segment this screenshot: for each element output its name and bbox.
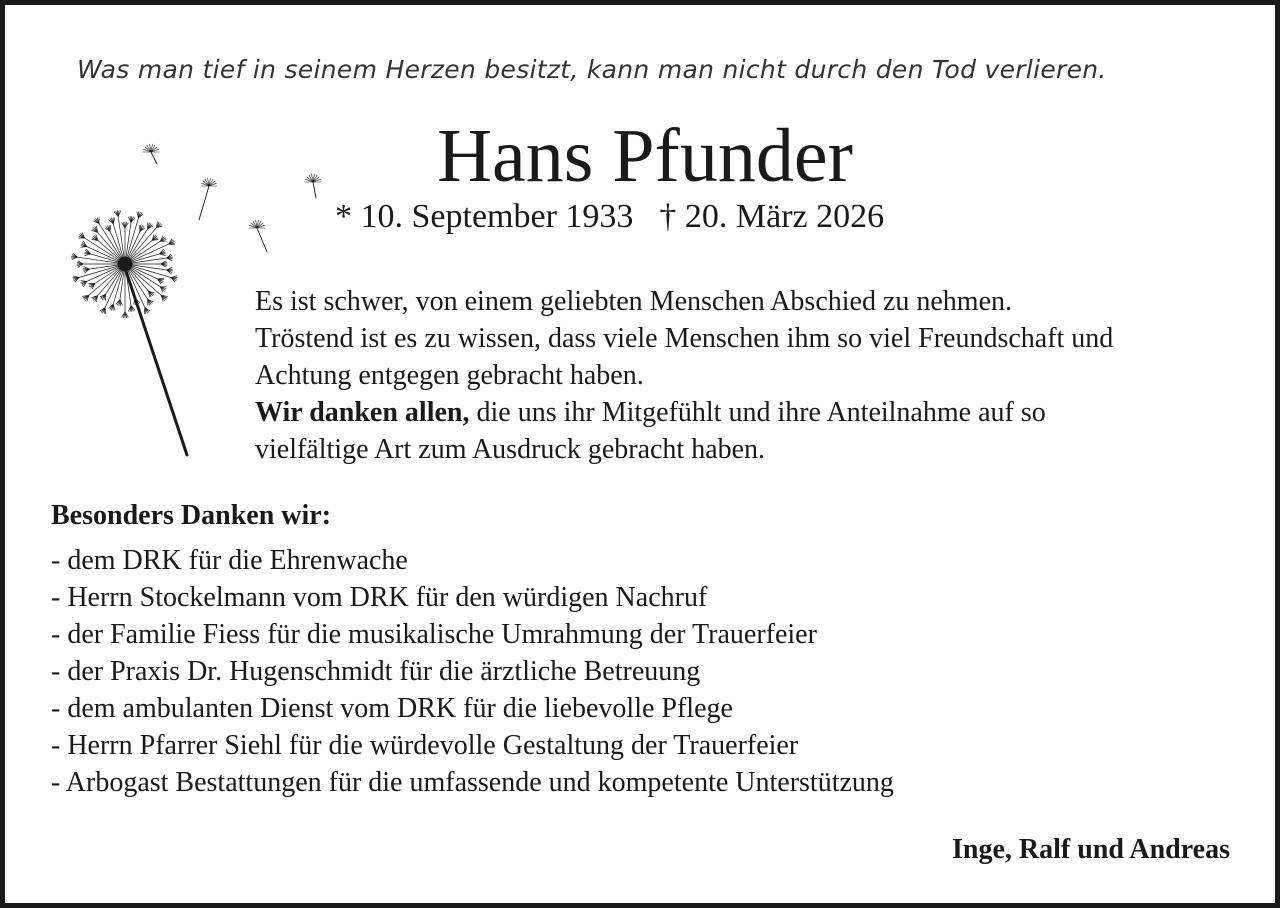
signature: Inge, Ralf und Andreas [951, 834, 1230, 865]
deceased-name: Hans Pfunder [437, 114, 853, 198]
motto-quote: Was man tief in seinem Herzen besitzt, kann man nicht durch den Tod verlieren. [77, 55, 1107, 84]
intro-line: Tröstend ist es zu wissen, dass viele Menschen ihm so viel Freundschaft und [255, 323, 1114, 354]
intro-line: Es ist schwer, von einem geliebten Menschen Abschied zu nehmen. [255, 286, 1013, 317]
list-item: - Herrn Stockelmann vom DRK für den würdigen Nachruf [51, 582, 708, 613]
list-item: - dem DRK für die Ehrenwache [51, 545, 408, 576]
list-item: - dem ambulanten Dienst vom DRK für die liebevolle Pflege [51, 693, 733, 724]
thanks-heading: Besonders Danken wir: [51, 500, 332, 531]
death-date: † 20. März 2026 [659, 198, 885, 235]
intro-line-rest: die uns ihr Mitgefühlt und ihre Anteilnahme auf so [469, 397, 1046, 428]
intro-line [255, 394, 1265, 431]
life-dates [335, 195, 884, 239]
intro-text [255, 283, 1265, 468]
birth-date: * 10. September 1933 [335, 198, 634, 235]
intro-emphasis: Wir danken allen, [255, 397, 470, 428]
thanks-list [51, 542, 894, 801]
list-item: - Arbogast Bestattungen für die umfassende und kompetente Unterstützung [51, 767, 894, 798]
intro-line: vielfältige Art zum Ausdruck gebracht haben. [255, 434, 766, 465]
intro-line: Achtung entgegen gebracht haben. [255, 360, 644, 391]
list-item: - Herrn Pfarrer Siehl für die würdevolle Gestaltung der Trauerfeier [51, 730, 799, 761]
list-item: - der Praxis Dr. Hugenschmidt für die ärztliche Betreuung [51, 656, 701, 687]
list-item: - der Familie Fiess für die musikalische Umrahmung der Trauerfeier [51, 619, 817, 650]
